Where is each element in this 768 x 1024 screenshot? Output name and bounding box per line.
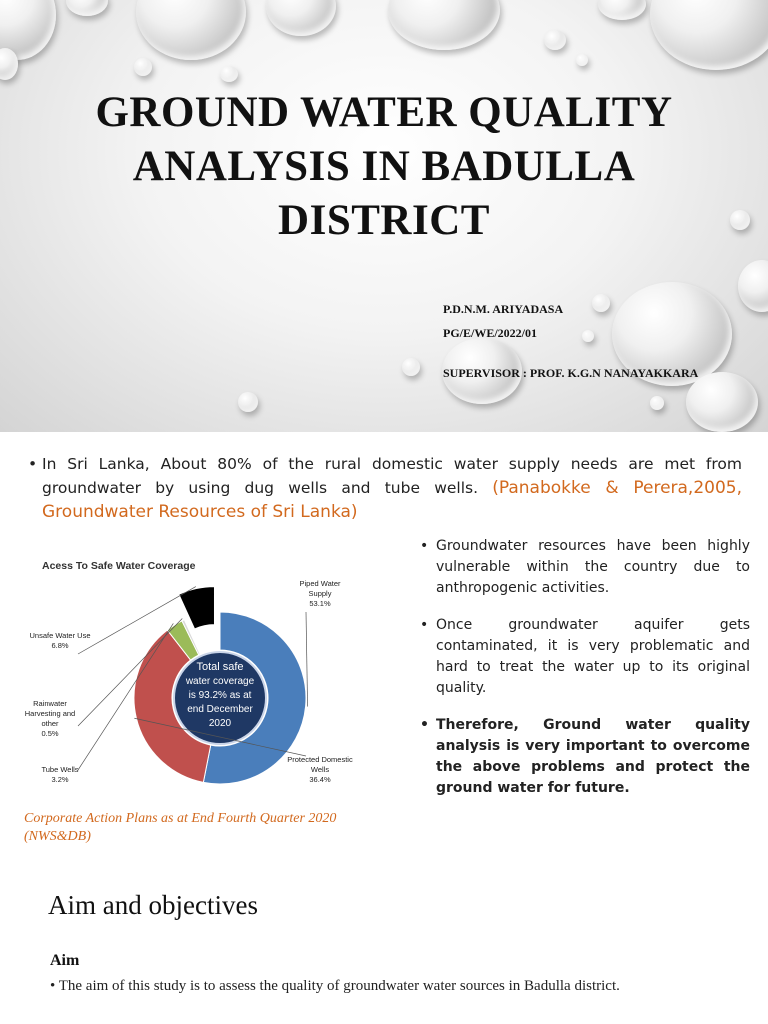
- chart-title: Acess To Safe Water Coverage: [42, 560, 196, 572]
- center-label-line: Total safe: [196, 661, 244, 673]
- water-drop-decoration: [730, 210, 750, 230]
- point-importance: [420, 715, 750, 799]
- center-label-line: end December: [187, 704, 253, 715]
- center-label-line: is 93.2% as at: [188, 690, 252, 701]
- slice-label: 3.2%: [51, 775, 69, 784]
- water-drop-decoration: [388, 0, 500, 50]
- water-drop-decoration: [598, 0, 646, 20]
- water-drop-decoration: [738, 260, 768, 312]
- point-contamination: [420, 615, 750, 699]
- water-drop-decoration: [266, 0, 336, 36]
- presentation-title: GROUND WATER QUALITY ANALYSIS IN BADULLA DISTRICT: [95, 89, 673, 244]
- water-drop-decoration: [582, 330, 594, 342]
- water-drop-decoration: [576, 54, 588, 66]
- author-name: P.D.N.M. ARIYADASA: [443, 302, 564, 316]
- water-drop-decoration: [134, 58, 152, 76]
- point-vulnerability: [420, 536, 750, 599]
- slice-label: 53.1%: [309, 599, 331, 608]
- slice-label: Protected Domestic: [287, 755, 353, 764]
- slice-label: Wells: [310, 765, 330, 774]
- water-coverage-chart: [20, 556, 380, 816]
- water-drop-decoration: [686, 372, 758, 432]
- slice-label: Harvesting and: [24, 709, 76, 718]
- slice-label: 0.5%: [41, 729, 59, 738]
- bullet-marker: •: [28, 455, 38, 473]
- key-points-list: [420, 536, 750, 815]
- intro-text: In Sri Lanka, About 80% of the rural domestic water supply needs are met from groundwater by using dug wells and tube wells.: [42, 455, 742, 497]
- content-slide: [0, 432, 768, 1024]
- bullet-marker: •: [420, 617, 429, 633]
- slice-label: Piped Water: [299, 579, 341, 588]
- pie-chart-svg: [20, 556, 380, 806]
- water-drop-decoration: [238, 392, 258, 412]
- point-text: Once groundwater aquifer gets contaminated, it is very problematic and hard to treat the water up to its original quality.: [436, 617, 750, 696]
- slice-label: 6.8%: [51, 641, 69, 650]
- water-drop-decoration: [220, 66, 238, 82]
- water-drop-decoration: [136, 0, 246, 60]
- point-text: Groundwater resources have been highly vulnerable within the country due to anthropogenic activities.: [436, 538, 750, 596]
- slice-label: Supply: [308, 589, 332, 598]
- slice-label: Rainwater: [33, 699, 67, 708]
- slice-label: Unsafe Water Use: [29, 631, 91, 640]
- title-slide: [0, 0, 768, 432]
- section-heading: Aim and objectives: [48, 890, 258, 920]
- chart-caption: Corporate Action Plans as at End Fourth Quarter 2020 (NWS&DB): [24, 811, 337, 844]
- water-drop-decoration: [650, 0, 768, 70]
- intro-citation: (Panabokke & Perera,2005, Groundwater Resources of Sri Lanka): [42, 478, 743, 522]
- center-label-line: 2020: [208, 718, 232, 729]
- bullet-marker: •: [420, 717, 429, 733]
- slice-label: Tube Wells: [41, 765, 79, 774]
- slice-label: 36.4%: [309, 775, 331, 784]
- point-text: Therefore, Ground water quality analysis is very important to overcome the above problems and protect the ground water for future.: [436, 717, 750, 796]
- water-drop-decoration: [402, 358, 420, 376]
- water-drop-decoration: [544, 30, 566, 50]
- slice-label: other: [41, 719, 59, 728]
- supervisor-name: SUPERVISOR : PROF. K.G.N NANAYAKKARA: [443, 366, 699, 380]
- center-label-line: water coverage: [185, 676, 255, 687]
- aim-text: • The aim of this study is to assess the quality of groundwater water sources in Badulla district.: [50, 978, 620, 994]
- registration-number: PG/E/WE/2022/01: [443, 326, 538, 340]
- bullet-marker: •: [420, 538, 429, 554]
- intro-paragraph: [28, 452, 743, 524]
- water-drop-decoration: [650, 396, 664, 410]
- aim-subheading: Aim: [50, 952, 80, 969]
- water-drop-decoration: [592, 294, 610, 312]
- water-drop-decoration: [66, 0, 108, 16]
